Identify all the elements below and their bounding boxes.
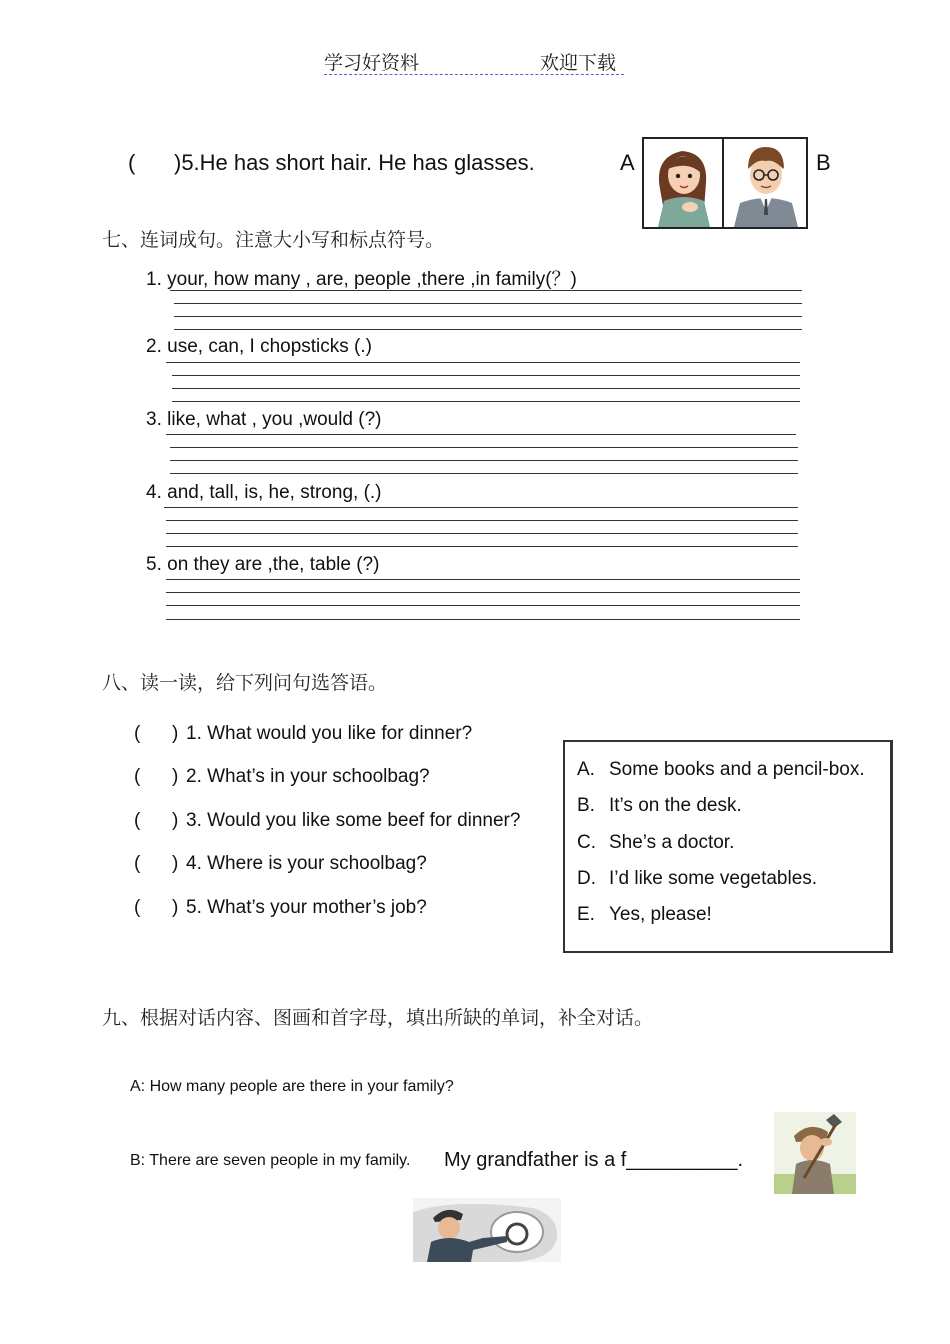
answer-line [166, 533, 798, 534]
header-underline [324, 74, 624, 75]
answer-line [166, 619, 800, 620]
girl-illustration [644, 139, 724, 227]
answer-text: Yes, please! [609, 904, 712, 925]
answer-line [166, 362, 800, 363]
answer-line [166, 605, 800, 606]
answer-key: A. [577, 759, 595, 780]
match-question-text: 5. What’s your mother’s job? [186, 897, 427, 918]
header-right-text: 欢迎下载 [540, 52, 617, 74]
answer-paren-close: ) [172, 766, 179, 787]
answer-paren-close: ) [172, 810, 179, 831]
answer-line [170, 447, 798, 448]
answer-key: E. [577, 904, 595, 925]
answer-line [174, 329, 802, 330]
driver-picture [413, 1198, 561, 1262]
answer-line [172, 388, 800, 389]
option-b-label: B [816, 150, 831, 175]
answer-key: B. [577, 795, 595, 816]
section-8-title: 八、读一读，给下列问句选答语。 [102, 672, 388, 694]
dialogue-line-b-intro: B: There are seven people in my family. [130, 1152, 411, 1169]
match-question-text: 3. Would you like some beef for dinner? [186, 810, 521, 831]
answer-paren-open: ( [134, 810, 141, 831]
farmer-picture [774, 1112, 856, 1194]
match-question-text: 2. What’s in your schoolbag? [186, 766, 430, 787]
answer-paren-open: ( [134, 853, 141, 874]
boy-with-glasses-picture [722, 137, 808, 229]
answer-line [166, 546, 798, 547]
answer-key: D. [577, 868, 596, 889]
page-header [320, 48, 630, 76]
answer-option-a [577, 759, 882, 783]
driver-illustration [413, 1198, 561, 1262]
answer-text: I’d like some vegetables. [609, 868, 818, 889]
reorder-item-1: 1. your, how many , are, people ,there ,in family(？) [146, 269, 577, 290]
answer-option-e [577, 904, 882, 928]
match-question-5 [134, 897, 554, 921]
answer-paren-open: ( [134, 723, 141, 744]
match-question-1 [134, 723, 554, 747]
answer-option-d [577, 868, 882, 892]
answer-line [170, 290, 802, 291]
reorder-item-5: 5. on they are ,the, table (?) [146, 554, 380, 575]
answer-line [174, 316, 802, 317]
answer-paren: ( [128, 150, 136, 175]
answer-line [170, 460, 798, 461]
answer-paren-close: ) [172, 897, 179, 918]
farmer-illustration [774, 1112, 856, 1194]
answer-paren-close: ) [172, 723, 179, 744]
match-question-text: 1. What would you like for dinner? [186, 723, 473, 744]
answer-paren-open: ( [134, 766, 141, 787]
match-question-2 [134, 766, 554, 790]
answer-paren-open: ( [134, 897, 141, 918]
header-left-text: 学习好资料 [324, 52, 420, 74]
match-question-text: 4. Where is your schoolbag? [186, 853, 427, 874]
match-question-3 [134, 810, 554, 834]
answer-line [166, 579, 800, 580]
answer-option-b [577, 795, 882, 819]
answer-line [164, 507, 798, 508]
dialogue-line-b-blank: My grandfather is a f__________. [444, 1149, 744, 1171]
section-9-title: 九、根据对话内容、图画和首字母，填出所缺的单词，补全对话。 [102, 1007, 654, 1029]
answer-line [174, 303, 802, 304]
section-7-title: 七、连词成句。注意大小写和标点符号。 [102, 229, 445, 251]
reorder-item-4: 4. and, tall, is, he, strong, (.) [146, 482, 382, 503]
dialogue-line-a: A: How many people are there in your family? [130, 1078, 454, 1095]
answer-line [166, 592, 800, 593]
answer-text: It’s on the desk. [609, 795, 742, 816]
answer-text: She’s a doctor. [609, 832, 735, 853]
girl-picture [642, 137, 726, 229]
answer-line [172, 375, 800, 376]
answer-paren-close: ) [172, 853, 179, 874]
answer-text: Some books and a pencil-box. [609, 759, 865, 780]
match-question-4 [134, 853, 554, 877]
question-5-text: )5.He has short hair. He has glasses. [174, 150, 535, 175]
answer-line [170, 473, 798, 474]
answer-key: C. [577, 832, 596, 853]
answer-line [172, 401, 800, 402]
option-a-label: A [620, 150, 635, 175]
boy-illustration [724, 139, 806, 227]
answer-line [166, 434, 796, 435]
answer-option-c [577, 832, 882, 856]
answer-line [166, 520, 798, 521]
reorder-item-2: 2. use, can, I chopsticks (.) [146, 336, 372, 357]
reorder-item-3: 3. like, what , you ,would (?) [146, 409, 382, 430]
